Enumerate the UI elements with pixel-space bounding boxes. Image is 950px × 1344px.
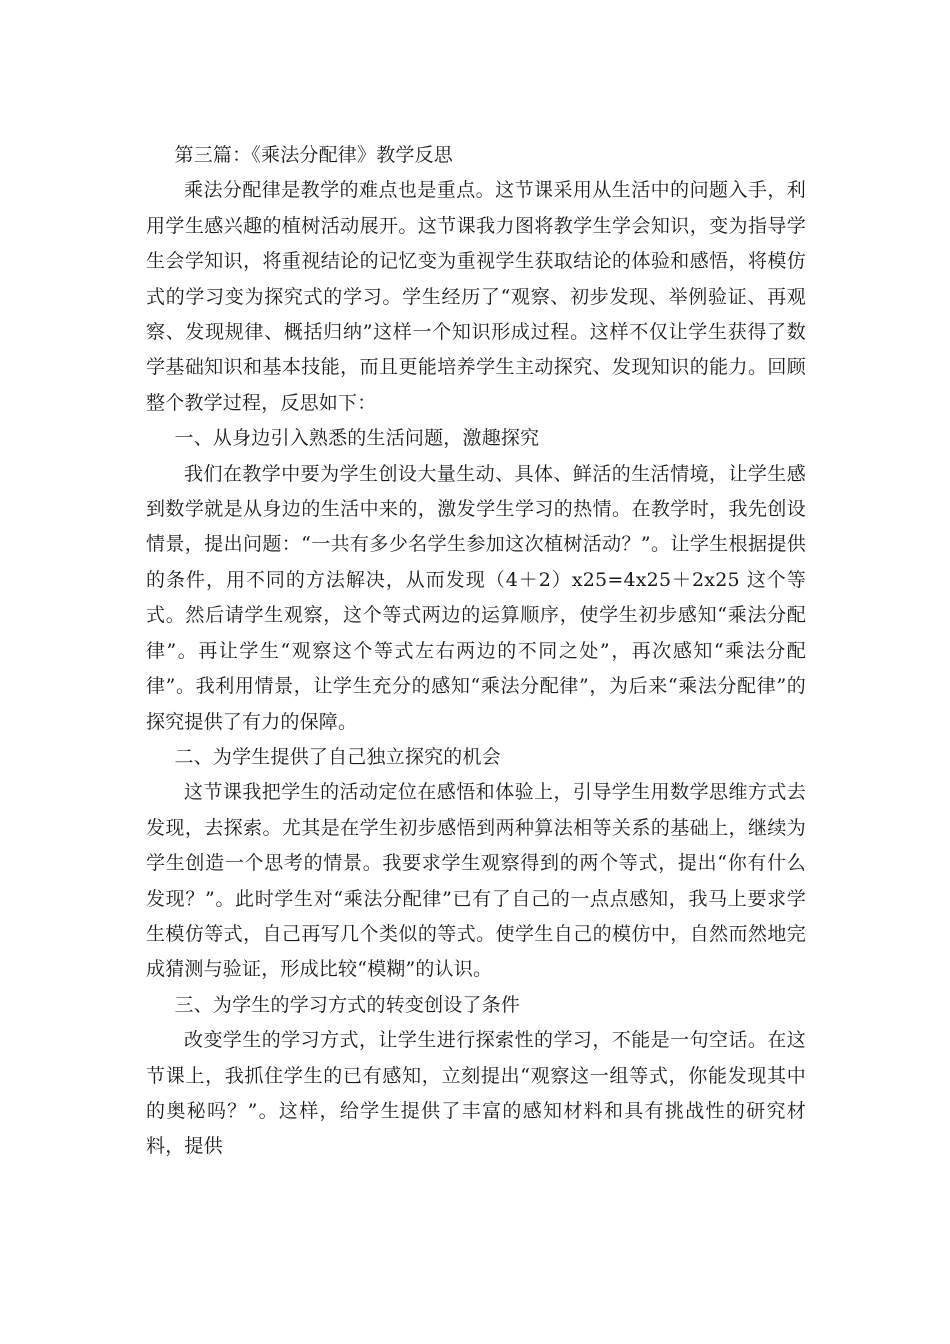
paragraph-intro: 乘法分配律是教学的难点也是重点。这节课采用从生活中的问题入手，利用学生感兴趣的植树活动展开。这节课我力图将教学生学会知识，变为指导学生会学知识，将重视结论的记忆变为重视学生获取结论的体验和感悟，将模仿式的学习变为探究式的学习。学生经历了“观察、初步发现、举例验证、再观察、发现规律、概括归纳”这样一个知识形成过程。这样不仅让学生获得了数学基础知识和基本技能，而且更能培养学生主动探究、发现知识的能力。回顾整个教学过程，反思如下： bbox=[146, 179, 806, 414]
section-heading-2: 二、为学生提供了自己独立探究的机会 bbox=[174, 745, 501, 768]
paragraph-section-3: 改变学生的学习方式，让学生进行探索性的学习，不能是一句空话。在这节课上，我抓住学生的已有感知，立刻提出“观察这一组等式，你能发现其中的奥秘吗？”。这样，给学生提供了丰富的感知材料和具有挑战性的研究材料，提供 bbox=[146, 1029, 806, 1158]
section-heading-1: 一、从身边引入熟悉的生活问题，激趣探究 bbox=[174, 427, 540, 450]
paragraph-section-2: 这节课我把学生的活动定位在感悟和体验上，引导学生用数学思维方式去发现，去探索。尤其是在学生初步感悟到两种算法相等关系的基础上，继续为学生创造一个思考的情景。我要求学生观察得到的两个等式，提出“你有什么发现？”。此时学生对“乘法分配律”已有了自己的一点点感知，我马上要求学生模仿等式，自己再写几个类似的等式。使学生自己的模仿中，自然而然地完成猜测与验证，形成比较“模糊”的认识。 bbox=[146, 781, 806, 981]
section-heading-3: 三、为学生的学习方式的转变创设了条件 bbox=[174, 993, 521, 1016]
document-title: 第三篇：《乘法分配律》教学反思 bbox=[174, 144, 454, 166]
document-body bbox=[146, 138, 806, 1165]
paragraph-section-1: 我们在教学中要为学生创设大量生动、具体、鲜活的生活情境，让学生感到数学就是从身边的生活中来的，激发学生学习的热情。在教学时，我先创设情景，提出问题：“一共有多少名学生参加这次植树活动？”。让学生根据提供的条件，用不同的方法解决，从而发现（4＋2）x25=4x25＋2x25 这个等式。然后请学生观察，这个等式两边的运算顺序，使学生初步感知“乘法分配律”。再让学生“观察这个等式左右两边的不同之处”，再次感知“乘法分配律”。我利用情景，让学生充分的感知“乘法分配律”，为后来“乘法分配律”的探究提供了有力的保障。 bbox=[146, 462, 806, 733]
